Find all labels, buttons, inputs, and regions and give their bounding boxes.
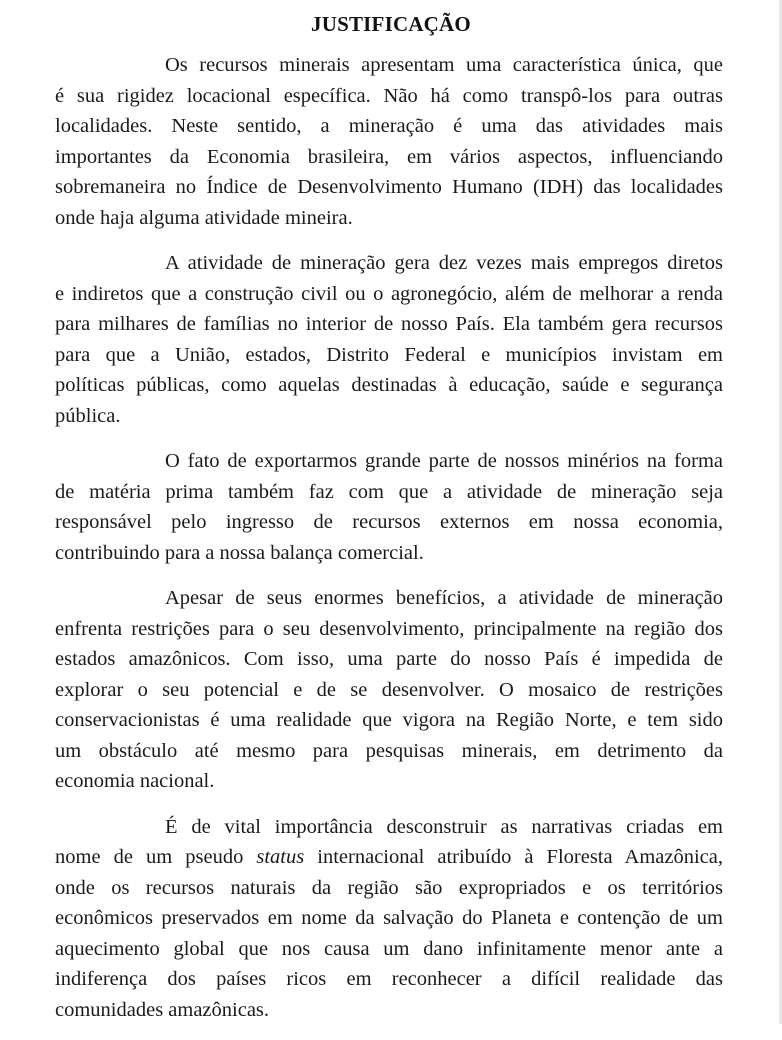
paragraph-3 — [55, 446, 723, 568]
text-line: enfrenta restrições para o seu desenvolvimento, principalmente na região dos — [55, 617, 723, 640]
text-line: contribuindo para a nossa balança comercial. — [55, 541, 424, 564]
document-title: JUSTIFICAÇÃO — [311, 12, 471, 36]
paragraph-4 — [55, 583, 723, 797]
text-line: indiferença dos países ricos em reconhecer a difícil realidade das — [55, 968, 723, 990]
text-line: conservacionistas é uma realidade que vigora na Região Norte, e tem sido — [55, 709, 723, 731]
text-line: economia nacional. — [55, 770, 215, 792]
text-line: importantes da Economia brasileira, em vários aspectos, influenciando — [55, 145, 723, 168]
text-line: Os recursos minerais apresentam uma característica única, que — [165, 54, 723, 76]
text-line: e indiretos que a construção civil ou o agronegócio, além de melhorar a renda — [55, 282, 723, 305]
text-segment: nome de um pseudo — [55, 846, 257, 868]
text-line: um obstáculo até mesmo para pesquisas minerais, em detrimento da — [55, 739, 723, 762]
text-line: estados amazônicos. Com isso, uma parte do nosso País é impedida de — [55, 648, 723, 670]
text-line: localidades. Neste sentido, a mineração é uma das atividades mais — [55, 115, 723, 137]
text-line: de matéria prima também faz com que a atividade de mineração seja — [55, 480, 723, 503]
text-line-with-italic — [55, 842, 723, 873]
text-line: A atividade de mineração gera dez vezes mais empregos diretos — [165, 252, 723, 274]
text-line: O fato de exportarmos grande parte de nossos minérios na forma — [165, 450, 723, 472]
text-line: é sua rigidez locacional específica. Não há como transpô-los para outras — [55, 84, 723, 107]
text-line: onde haja alguma atividade mineira. — [55, 206, 353, 229]
text-line: aquecimento global que nos causa um dano infinitamente menor ante a — [55, 937, 723, 960]
paragraph-2 — [55, 248, 723, 431]
text-line: onde os recursos naturais da região são expropriados e os territórios — [55, 876, 723, 899]
text-line: políticas públicas, como aquelas destinadas à educação, saúde e segurança — [55, 374, 723, 396]
text-line: pública. — [55, 404, 121, 427]
text-line: para milhares de famílias no interior de nosso País. Ela também gera recursos — [55, 313, 723, 335]
italic-term: status — [256, 846, 305, 868]
text-line: Apesar de seus enormes benefícios, a atividade de mineração — [165, 587, 723, 609]
text-line: comunidades amazônicas. — [55, 998, 270, 1021]
text-line: responsável pelo ingresso de recursos externos em nossa economia, — [55, 511, 723, 533]
text-line: sobremaneira no Índice de Desenvolvimento Humano (IDH) das localidades — [55, 176, 723, 198]
text-line: para que a União, estados, Distrito Federal e municípios invistam em — [55, 343, 723, 366]
document-body — [55, 50, 723, 1040]
text-line: É de vital importância desconstruir as narrativas criadas em — [165, 815, 723, 838]
paragraph-5 — [55, 812, 723, 1026]
paragraph-1 — [55, 50, 723, 233]
text-segment: internacional atribuído à Floresta Amazônica, — [304, 846, 723, 868]
text-line: explorar o seu potencial e de se desenvolver. O mosaico de restrições — [55, 678, 723, 701]
text-line: econômicos preservados em nome da salvação do Planeta e contenção de um — [55, 907, 723, 929]
